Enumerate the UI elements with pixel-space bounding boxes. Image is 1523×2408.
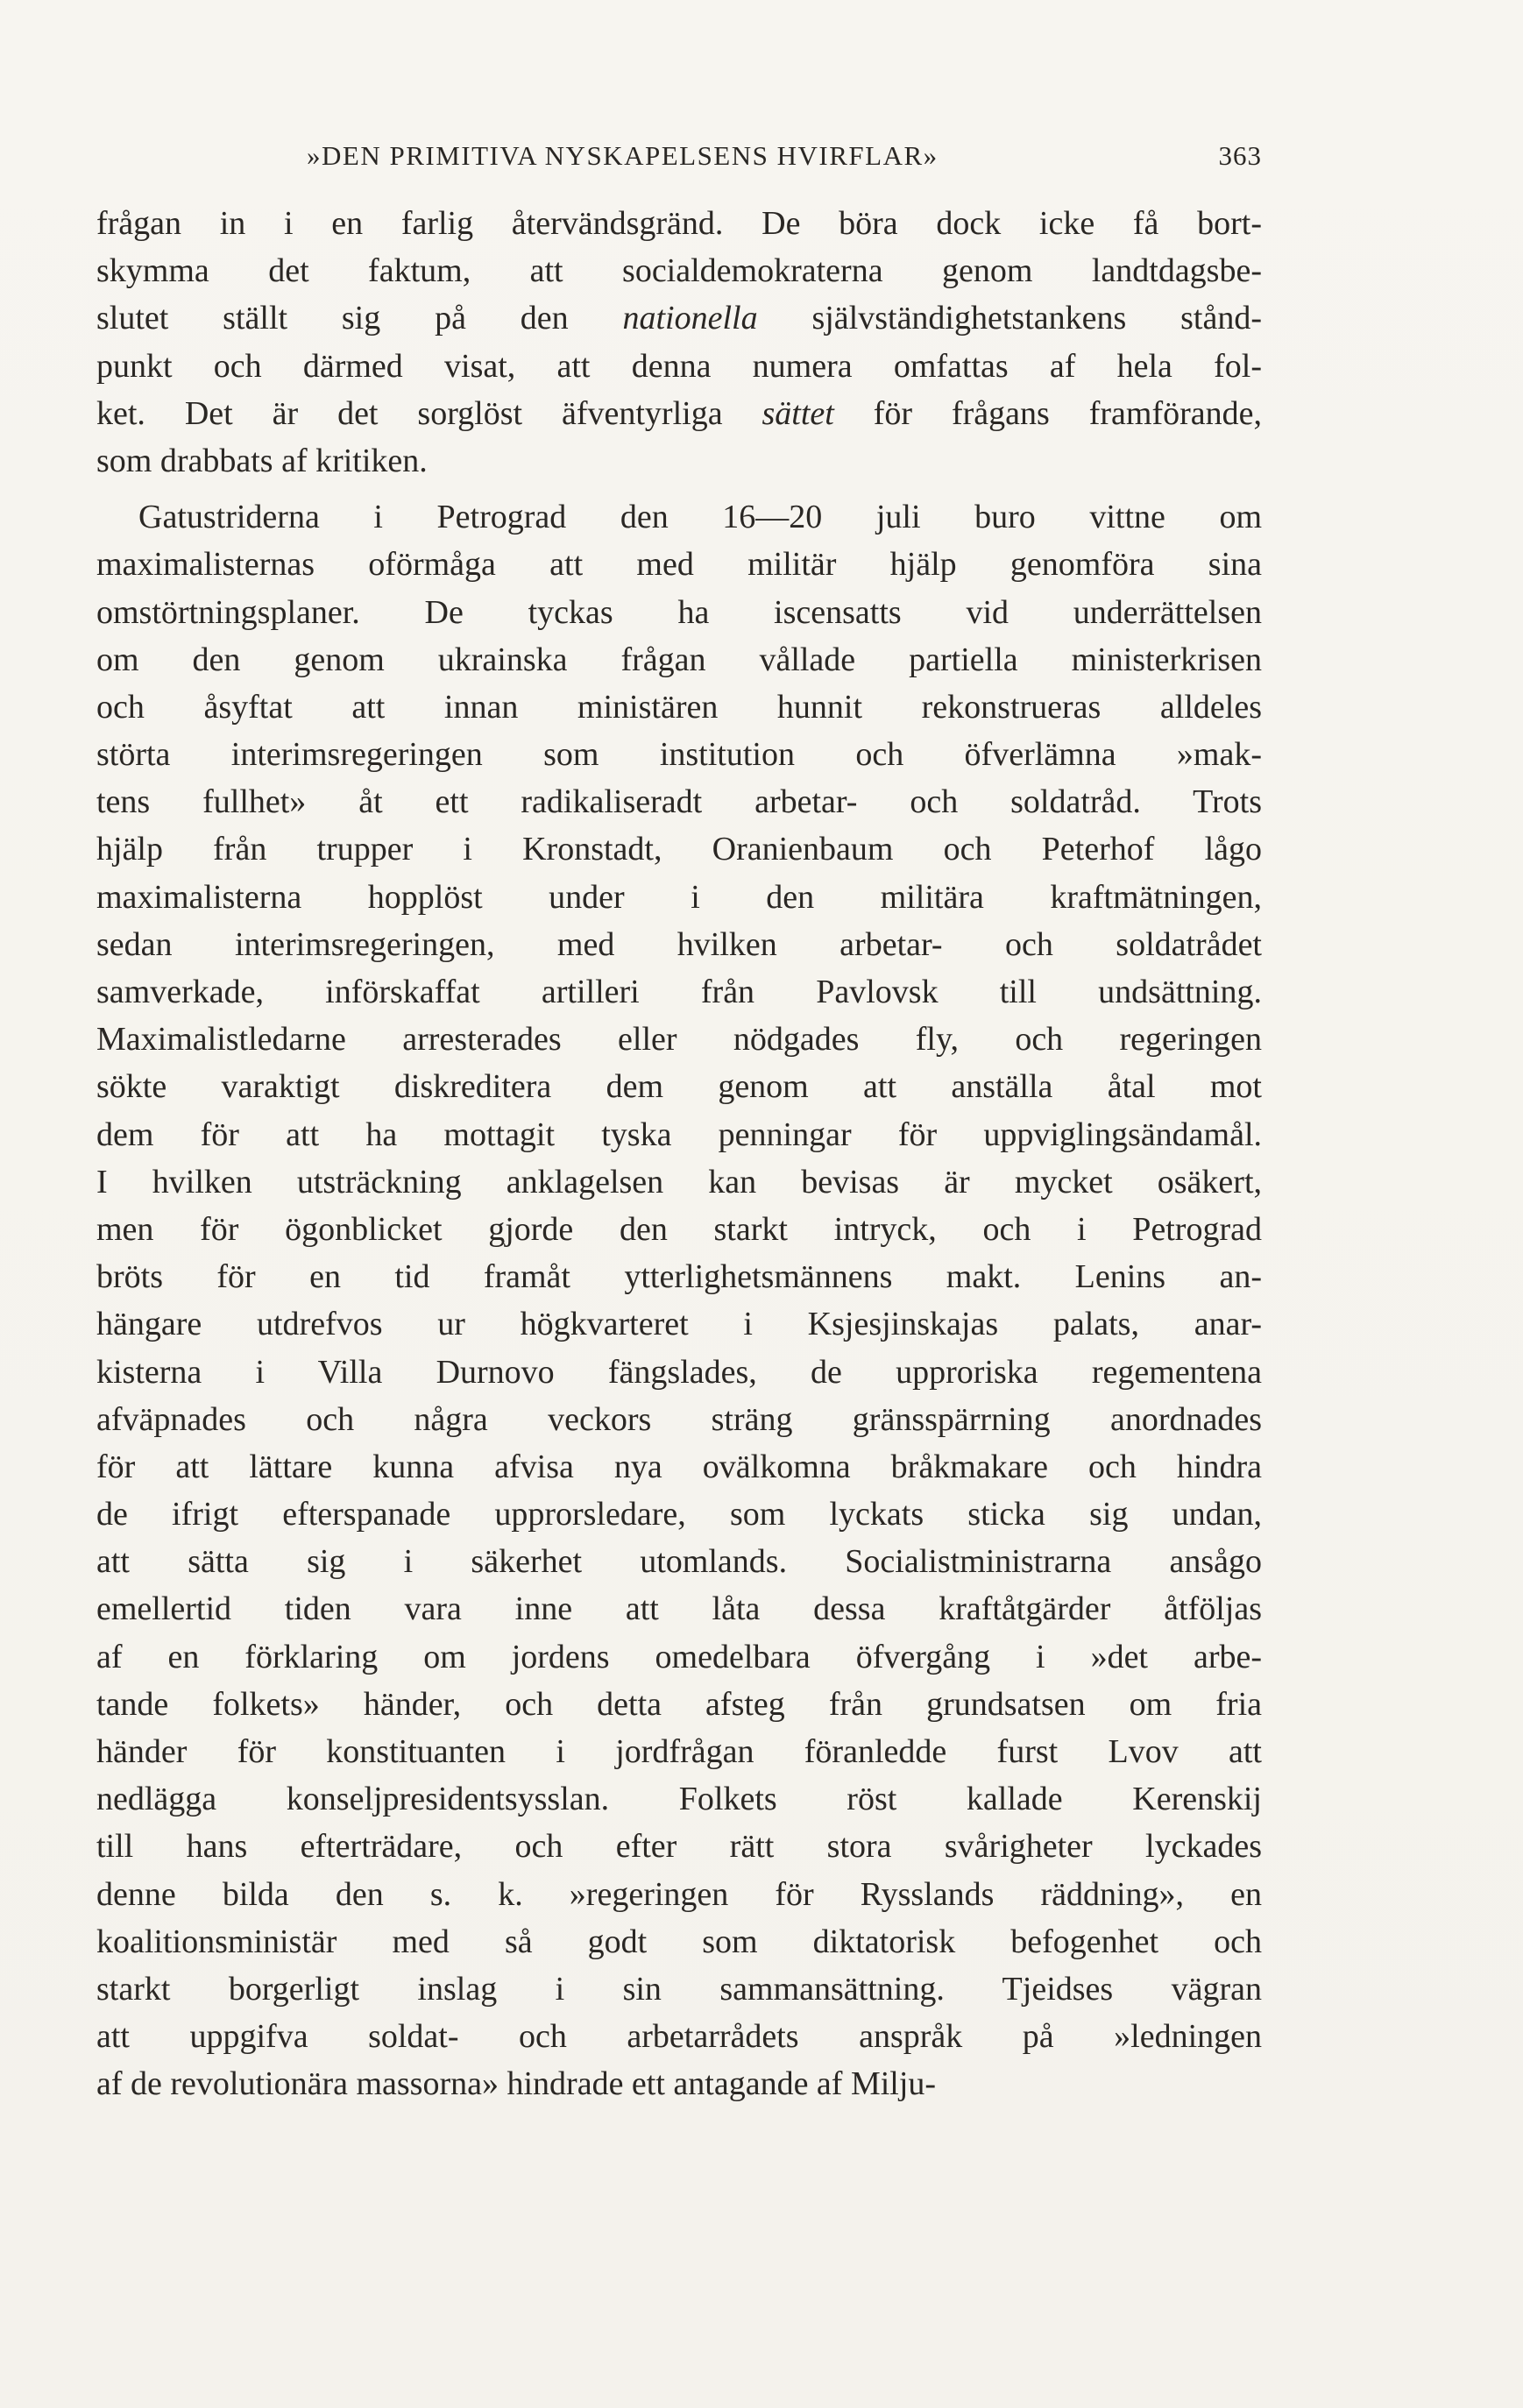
text-line — [96, 247, 1262, 294]
text-segment: Gatustriderna i Petrograd den 16—20 juli buro vittne om — [138, 499, 1262, 536]
text-line — [96, 1871, 1262, 1918]
text-line — [96, 683, 1262, 731]
text-segment: hjälp från trupper i Kronstadt, Oranienbaum och Peterhof lågo — [96, 831, 1262, 868]
text-segment: maximalisterna hopplöst under i den militära kraftmätningen, — [96, 878, 1262, 916]
text-segment: skymma det faktum, att socialdemokraterna genom landtdagsbe- — [96, 252, 1262, 290]
text-line — [96, 1918, 1262, 1965]
text-segment: af de revolutionära massorna» hindrade ett antagande af Milju- — [96, 2065, 937, 2103]
text-segment: samverkade, införskaffat artilleri från Pavlovsk till undsättning. — [96, 974, 1262, 1010]
text-segment: omstörtningsplaner. De tyckas ha iscensatts vid underrättelsen — [96, 593, 1262, 631]
text-segment: för frågans framförande, — [833, 394, 1262, 432]
paragraph — [96, 200, 1262, 485]
text-line — [96, 2013, 1262, 2060]
text-segment: men för ögonblicket gjorde den starkt intryck, och i Petrograd — [96, 1210, 1262, 1248]
text-segment: I hvilken utsträckning anklagelsen kan bevisas är mycket osäkert, — [96, 1163, 1262, 1200]
text-segment: tens fullhet» åt ett radikaliseradt arbetar- och soldatråd. Trots — [96, 783, 1262, 821]
text-segment: emellertid tiden vara inne att låta dessa kraftåtgärder åtföljas — [96, 1590, 1262, 1628]
text-segment: till hans efterträdare, och efter rätt stora svårigheter lyckades — [96, 1828, 1262, 1866]
text-line — [96, 589, 1262, 636]
text-segment: tande folkets» händer, och detta afsteg från grundsatsen om fria — [96, 1685, 1262, 1723]
body-text — [96, 200, 1262, 2108]
text-line — [96, 541, 1262, 588]
text-segment: Maximalistledarne arresterades eller nödgades fly, och regeringen — [96, 1021, 1262, 1059]
text-segment: punkt och därmed visat, att denna numera omfattas af hela fol- — [96, 347, 1262, 385]
text-line — [96, 1681, 1262, 1728]
paragraph — [96, 493, 1262, 2107]
text-segment: självständighetstankens stånd- — [757, 300, 1262, 337]
text-line — [96, 200, 1262, 247]
text-line — [96, 636, 1262, 683]
text-line — [96, 1158, 1262, 1206]
text-segment: denne bilda den s. k. »regeringen för Rysslands räddning», en — [96, 1875, 1262, 1913]
text-segment: koalitionsministär med så godt som diktatorisk befogenhet och — [96, 1923, 1262, 1960]
text-line — [96, 1965, 1262, 2013]
text-segment: som drabbats af kritiken. — [96, 442, 428, 479]
text-line — [96, 1253, 1262, 1300]
text-segment: de ifrigt efterspanade upprorsledare, som lyckats sticka sig undan, — [96, 1496, 1262, 1533]
text-line — [96, 1016, 1262, 1063]
text-segment: att sätta sig i säkerhet utomlands. Socialistministrarna ansågo — [96, 1543, 1262, 1581]
text-segment: starkt borgerligt inslag i sin sammansättning. Tjeidses vägran — [96, 1970, 1262, 2008]
text-line — [96, 1111, 1262, 1158]
text-line — [96, 1300, 1262, 1348]
italic-word: nationella — [622, 300, 758, 337]
running-head — [96, 140, 1262, 184]
text-line — [96, 2060, 1262, 2107]
italic-word: sättet — [762, 394, 834, 432]
text-line — [96, 1491, 1262, 1538]
text-line — [96, 968, 1262, 1016]
text-segment: sedan interimsregeringen, med hvilken arbetar- och soldatrådet — [96, 925, 1262, 963]
text-segment: frågan in i en farlig återvändsgränd. De böra dock icke få bort- — [96, 205, 1262, 242]
text-line — [96, 921, 1262, 968]
text-line — [96, 1585, 1262, 1632]
text-line — [96, 874, 1262, 921]
text-segment: sökte varaktigt diskreditera dem genom att anställa åtal mot — [96, 1068, 1262, 1106]
text-segment: af en förklaring om jordens omedelbara öfvergång i »det arbe- — [96, 1638, 1262, 1675]
text-segment: att uppgifva soldat- och arbetarrådets anspråk på »ledningen — [96, 2018, 1262, 2056]
text-segment: för att lättare kunna afvisa nya ovälkomna bråkmakare och hindra — [96, 1448, 1262, 1485]
text-segment: och åsyftat att innan ministären hunnit rekonstrueras alldeles — [96, 688, 1262, 726]
text-line — [96, 493, 1262, 541]
paragraph-gap — [96, 485, 1262, 493]
text-line — [96, 778, 1262, 825]
text-segment: bröts för en tid framåt ytterlighetsmännens makt. Lenins an- — [96, 1258, 1262, 1296]
text-line — [96, 437, 1262, 485]
text-line — [96, 343, 1262, 390]
text-line — [96, 1396, 1262, 1443]
text-line — [96, 294, 1262, 342]
text-segment: kisterna i Villa Durnovo fängslades, de upproriska regementena — [96, 1353, 1262, 1391]
text-segment: hängare utdrefvos ur högkvarteret i Ksjesjinskajas palats, anar- — [96, 1306, 1262, 1343]
text-segment: maximalisternas oförmåga att med militär hjälp genomföra sina — [96, 546, 1262, 584]
text-segment: slutet ställt sig på den — [96, 300, 623, 337]
text-line — [96, 1823, 1262, 1870]
text-segment: afväpnades och några veckors sträng gränsspärrning anordnades — [96, 1400, 1262, 1438]
page-number: 363 — [1218, 140, 1262, 171]
text-line — [96, 1538, 1262, 1585]
text-line — [96, 1349, 1262, 1396]
text-segment: ket. Det är det sorglöst äfventyrliga — [96, 394, 762, 432]
text-line — [96, 1206, 1262, 1253]
text-line — [96, 1633, 1262, 1681]
text-line — [96, 731, 1262, 778]
text-line — [96, 1443, 1262, 1491]
text-segment: dem för att ha mottagit tyska penningar för uppviglingsändamål. — [96, 1115, 1262, 1153]
text-segment: om den genom ukrainska frågan vållade partiella ministerkrisen — [96, 641, 1262, 678]
text-segment: nedlägga konseljpresidentsysslan. Folkets röst kallade Kerenskij — [96, 1781, 1262, 1818]
text-line — [96, 390, 1262, 437]
text-line — [96, 1775, 1262, 1823]
text-line — [96, 825, 1262, 873]
text-segment: händer för konstituanten i jordfrågan föranledde furst Lvov att — [96, 1733, 1262, 1770]
text-segment: störta interimsregeringen som institution och öfverlämna »mak- — [96, 736, 1262, 774]
text-line — [96, 1063, 1262, 1110]
text-line — [96, 1728, 1262, 1775]
running-title: »DEN PRIMITIVA NYSKAPELSENS HVIRFLAR» — [307, 140, 939, 171]
